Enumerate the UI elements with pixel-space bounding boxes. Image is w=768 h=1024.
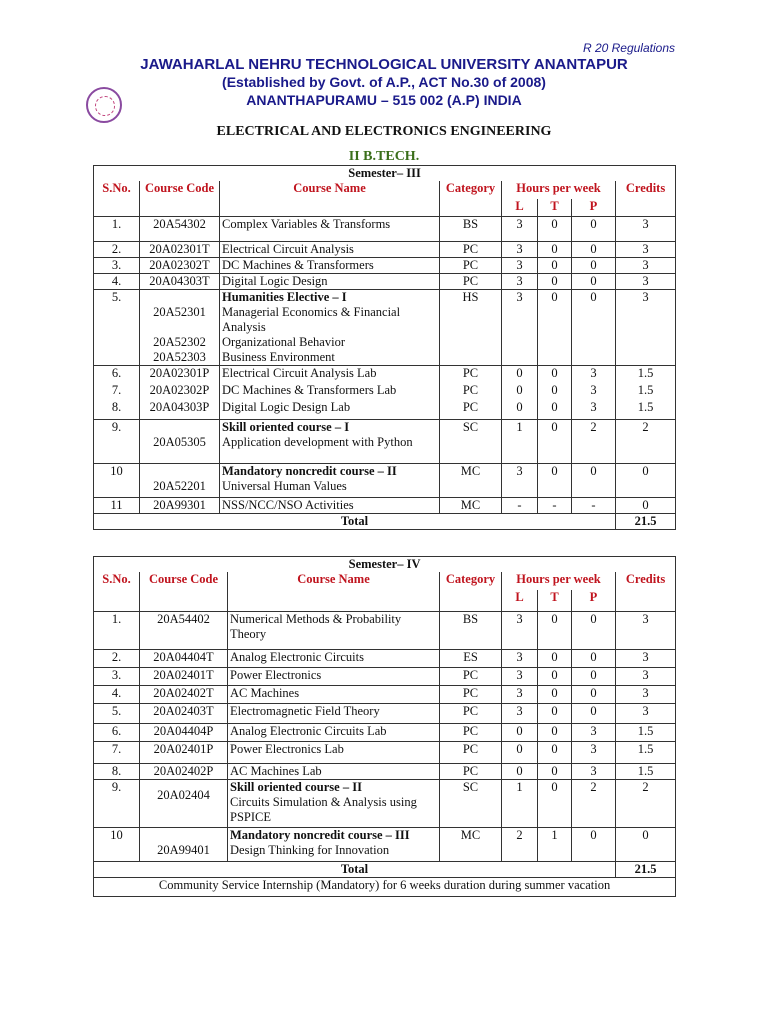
table-row: 8. 20A02402P AC Machines Lab PC 0 0 3 1.5 bbox=[94, 763, 676, 779]
table-row: 3. 20A02302T DC Machines & Transformers PC 3 0 0 3 bbox=[94, 257, 676, 273]
total-credits: 21.5 bbox=[616, 513, 676, 529]
internship-note: Community Service Internship (Mandatory) for 6 weeks duration during summer vacation bbox=[94, 877, 676, 896]
year-title: II B.TECH. bbox=[348, 149, 420, 164]
col-t: T bbox=[538, 199, 572, 216]
university-name: JAWAHARLAL NEHRU TECHNOLOGICAL UNIVERSITY ANANTAPUR bbox=[140, 56, 628, 73]
table-row: 1. 20A54302 Complex Variables & Transforms BS 3 0 0 3 bbox=[94, 216, 676, 241]
semester-4-title: Semester– IV bbox=[94, 557, 676, 573]
table-row: 11 20A99301 NSS/NCC/NSO Activities MC - - - 0 bbox=[94, 497, 676, 513]
table-row: 3. 20A02401T Power Electronics PC 3 0 0 3 bbox=[94, 667, 676, 685]
col-sno: S.No. bbox=[94, 181, 140, 199]
table-row-elective: 5. 20A52301 20A52302 20A52303 Humanities Elective – I Managerial Economics & Financial Analysis Organizational Behavior Business Environment HS 3 0 0 3 bbox=[94, 289, 676, 365]
col-credits: Credits bbox=[616, 181, 676, 199]
col-hours: Hours per week bbox=[502, 181, 616, 199]
total-credits: 21.5 bbox=[616, 861, 676, 877]
total-row bbox=[94, 861, 676, 877]
table-row: 1. 20A54402 Numerical Methods & Probability Theory BS 3 0 0 3 bbox=[94, 611, 676, 649]
regulation-label: R 20 Regulations bbox=[582, 41, 675, 55]
col-name: Course Name bbox=[220, 181, 440, 199]
table-row: 7. 20A02401P Power Electronics Lab PC 0 0 3 1.5 bbox=[94, 741, 676, 763]
total-label: Total bbox=[94, 513, 616, 529]
col-p: P bbox=[572, 199, 616, 216]
total-row bbox=[94, 513, 676, 529]
col-category: Category bbox=[440, 181, 502, 199]
col-l: L bbox=[502, 199, 538, 216]
total-label: Total bbox=[94, 861, 616, 877]
col-code: Course Code bbox=[140, 181, 220, 199]
semester-4-table: Semester– IV S.No. Course Code Course Name Category Hours per week Credits L T P 1. 20A54402 Numerical Methods & Probability Theory BS 3 0 0 3 2. 20A04404T Analog Electronic Circuits ES 3 0 0 3 3. 20A02401T Power Electronics PC 3 0 0 3 4. 20A02402T AC Machines PC 3 0 0 3 5. 20A02403T Electromagnetic Field Theory PC 3 0 0 3 6. 20A04404P Analog Electronic Circuits Lab PC 0 0 3 1.5 7. 20A02401P Power Electronics Lab PC 0 0 3 1.5 8. 20A02402P AC Machines Lab PC 0 0 3 1.5 9. 20A02404 Skill oriented course – II Circuits Simulation & Analysis using PSPICE SC 1 0 2 2 10 20A99401 Mandatory noncredit course – III Design Thinking for Innovation MC 2 1 0 0 Total 21.5 Community Service Internship (Mandatory) for 6 weeks duration during summer vacation bbox=[93, 556, 676, 897]
table-row-labs: 6. 7. 8. 20A02301P 20A02302P 20A04303P Electrical Circuit Analysis Lab DC Machines & Transformers Lab Digital Logic Design Lab PC PC PC 0 0 0 0 0 0 3 3 3 1.5 1.5 1.5 bbox=[94, 365, 676, 419]
semester-3-title: Semester– III bbox=[94, 166, 676, 182]
table-row: 2. 20A02301T Electrical Circuit Analysis PC 3 0 0 3 bbox=[94, 241, 676, 257]
table-row-mandatory: 10 20A99401 Mandatory noncredit course – III Design Thinking for Innovation MC 2 1 0 0 bbox=[94, 827, 676, 861]
department-title: ELECTRICAL AND ELECTRONICS ENGINEERING bbox=[216, 124, 552, 139]
table-row: 2. 20A04404T Analog Electronic Circuits ES 3 0 0 3 bbox=[94, 649, 676, 667]
table-row: 6. 20A04404P Analog Electronic Circuits Lab PC 0 0 3 1.5 bbox=[94, 723, 676, 741]
table-row: 4. 20A02402T AC Machines PC 3 0 0 3 bbox=[94, 685, 676, 703]
table-row-mandatory: 10 20A52201 Mandatory noncredit course – II Universal Human Values MC 3 0 0 0 bbox=[94, 463, 676, 497]
table-row-skill: 9. 20A05305 Skill oriented course – I Application development with Python SC 1 0 2 2 bbox=[94, 419, 676, 463]
semester-3-table bbox=[93, 165, 676, 530]
table-row-skill: 9. 20A02404 Skill oriented course – II Circuits Simulation & Analysis using PSPICE SC 1 0 2 2 bbox=[94, 779, 676, 827]
established-line: (Established by Govt. of A.P., ACT No.30 of 2008) bbox=[222, 74, 546, 90]
address-line: ANANTHAPURAMU – 515 002 (A.P) INDIA bbox=[246, 92, 522, 108]
table-row: 4. 20A04303T Digital Logic Design PC 3 0 0 3 bbox=[94, 273, 676, 289]
table-row: 5. 20A02403T Electromagnetic Field Theory PC 3 0 0 3 bbox=[94, 703, 676, 723]
university-logo-icon bbox=[86, 87, 122, 123]
internship-note-row bbox=[94, 877, 676, 896]
